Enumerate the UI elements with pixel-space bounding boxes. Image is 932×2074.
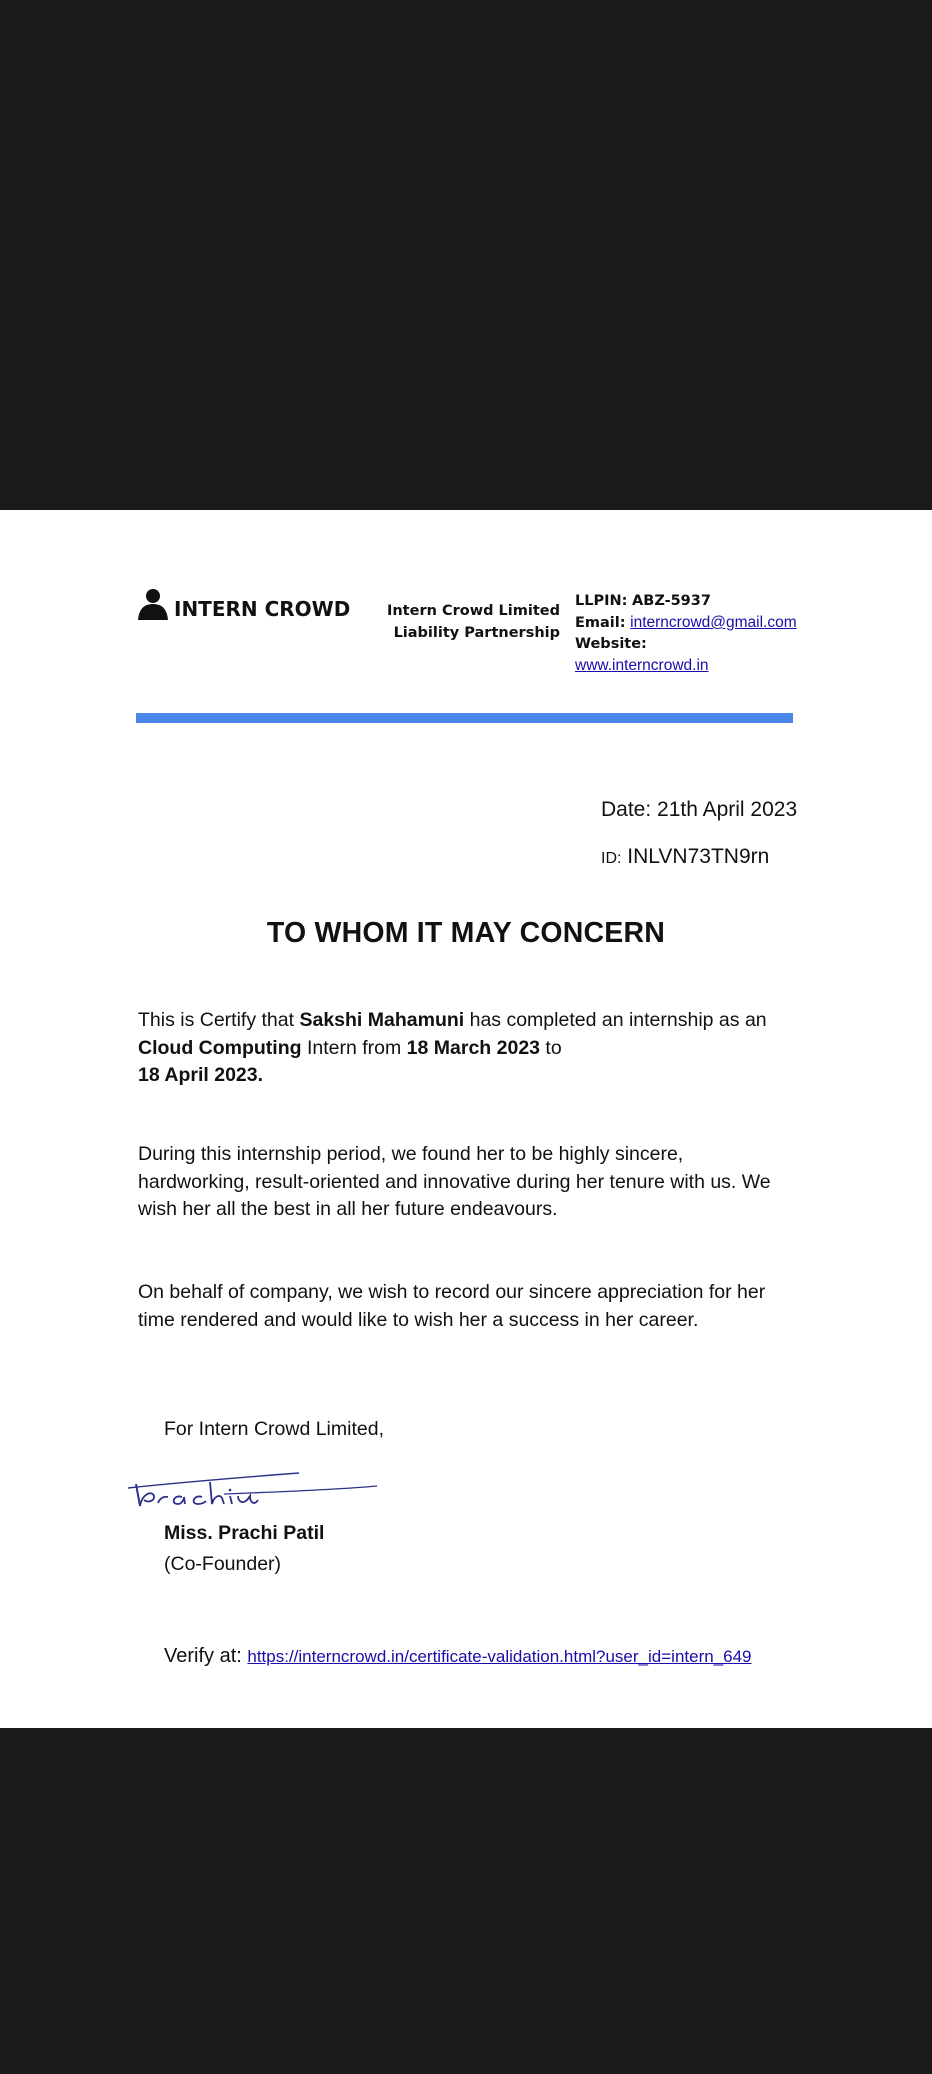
id-value: INLVN73TN9rn	[627, 845, 770, 868]
person-icon	[136, 588, 170, 620]
website-link[interactable]: www.interncrowd.in	[575, 657, 709, 674]
email-label: Email:	[575, 615, 626, 631]
top-dark-band	[0, 0, 932, 510]
certificate-date: Date: 21th April 2023	[601, 798, 798, 821]
company-name-line1: Intern Crowd Limited	[386, 603, 560, 619]
certificate-page	[0, 510, 932, 1728]
company-name-line2: Liability Partnership	[393, 625, 560, 641]
verify-label: Verify at:	[164, 1645, 242, 1667]
website-row	[575, 634, 835, 655]
end-date: 18 April 2023.	[138, 1064, 264, 1086]
llpin-row	[575, 591, 835, 612]
certificate-heading: TO WHOM IT MAY CONCERN	[266, 917, 666, 949]
header-divider	[136, 713, 793, 723]
email-row	[575, 612, 835, 634]
id-label: ID:	[601, 850, 622, 867]
certificate-id	[601, 845, 769, 869]
internship-domain: Cloud Computing	[138, 1036, 302, 1059]
email-link[interactable]: interncrowd@gmail.com	[630, 614, 797, 631]
logo-text: INTERN CROWD	[174, 597, 351, 621]
contact-info	[575, 591, 835, 677]
certification-paragraph	[138, 1007, 798, 1090]
appreciation-paragraph: On behalf of company, we wish to record our sincere appreciation for her time rendered and would like to wish her a success in her career.	[138, 1281, 766, 1331]
start-date: 18 March 2023	[406, 1036, 541, 1059]
company-logo	[136, 588, 350, 620]
p1-text-1: This is Certify that	[138, 1009, 300, 1031]
p1-text-2: has completed an internship as an	[464, 1009, 767, 1031]
p1-text-3: Intern from	[301, 1036, 407, 1059]
website-label: Website:	[575, 636, 647, 652]
performance-paragraph: During this internship period, we found her to be highly sincere, hardworking, result-oriented and innovative during her tenure with us. We wish her all the best in all her future endeavours.	[138, 1143, 771, 1220]
llpin-value: ABZ-5937	[632, 593, 711, 609]
signer-role: (Co-Founder)	[164, 1553, 282, 1575]
p1-text-4: to	[540, 1036, 562, 1059]
signoff-company: For Intern Crowd Limited,	[164, 1418, 384, 1440]
signature-image	[124, 1470, 386, 1522]
verify-link[interactable]: https://interncrowd.in/certificate-validation.html?user_id=intern_649	[247, 1647, 752, 1666]
llpin-label: LLPIN:	[575, 593, 628, 609]
company-name	[360, 600, 560, 644]
signer-name: Miss. Prachi Patil	[164, 1522, 325, 1544]
verify-line	[164, 1645, 752, 1668]
intern-name: Sakshi Mahamuni	[299, 1009, 465, 1031]
bottom-dark-band	[0, 1728, 932, 2074]
